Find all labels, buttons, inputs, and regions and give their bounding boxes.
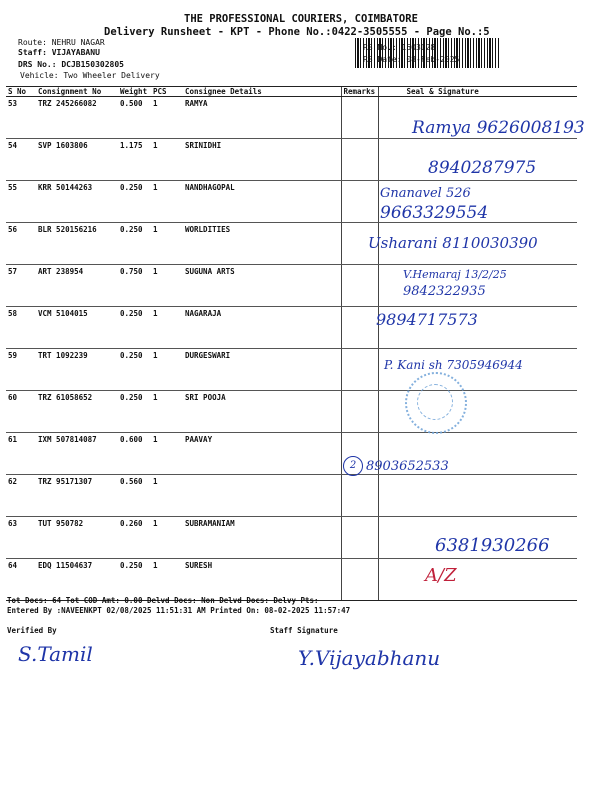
- cell-remarks: [341, 139, 378, 181]
- cell-weight: 0.260: [118, 517, 151, 559]
- handwritten-r63: 6381930266: [435, 535, 550, 556]
- staff-signature: Y.Vijayabhanu: [298, 646, 441, 670]
- cell-consignee: SURESH: [183, 559, 341, 601]
- cell-consignment: TRZ 95171307: [36, 475, 118, 517]
- cell-consignee: PAAVAY: [183, 433, 341, 475]
- table-row: [6, 433, 577, 475]
- cell-weight: 0.250: [118, 307, 151, 349]
- cell-sno: 64: [6, 559, 36, 601]
- vehicle-label: Vehicle: Two Wheeler Delivery: [20, 71, 160, 80]
- cell-pcs: 1: [151, 139, 183, 181]
- cell-remarks: [341, 475, 378, 517]
- verified-signature: S.Tamil: [18, 642, 93, 666]
- table-row: [6, 391, 577, 433]
- cell-consignee: [183, 475, 341, 517]
- handwritten-r53: Ramya 9626008193: [412, 118, 585, 138]
- cell-consignee: RAMYA: [183, 97, 341, 139]
- cell-consignee: DURGESWARI: [183, 349, 341, 391]
- col-sno: S No: [6, 87, 36, 97]
- handwritten-r64: A/Z: [425, 565, 457, 586]
- cell-sno: 59: [6, 349, 36, 391]
- cell-pcs: 1: [151, 181, 183, 223]
- runsheet-subtitle: Delivery Runsheet - KPT - Phone No.:0422-3505555 - Page No.:5: [104, 26, 490, 38]
- cell-consignment: TUT 950782: [36, 517, 118, 559]
- cell-remarks: [341, 517, 378, 559]
- cell-sno: 56: [6, 223, 36, 265]
- col-consignment: Consignment No: [36, 87, 118, 97]
- cell-pcs: 1: [151, 97, 183, 139]
- handwritten-r58: 9894717573: [376, 310, 478, 329]
- cell-consignment: BLR 520156216: [36, 223, 118, 265]
- cell-signature: [378, 559, 577, 601]
- cell-consignment: TRZ 61058652: [36, 391, 118, 433]
- staff-signature-label: Staff Signature: [270, 626, 338, 635]
- cell-sno: 58: [6, 307, 36, 349]
- cell-weight: 0.560: [118, 475, 151, 517]
- cell-remarks: [341, 307, 378, 349]
- circled-mark: 2: [343, 456, 363, 476]
- cell-sno: 55: [6, 181, 36, 223]
- cell-weight: 0.250: [118, 559, 151, 601]
- col-weight: Weight: [118, 87, 151, 97]
- cell-pcs: 1: [151, 223, 183, 265]
- cell-sno: 57: [6, 265, 36, 307]
- cell-pcs: 1: [151, 517, 183, 559]
- handwritten-r59: P. Kani sh 7305946944: [384, 358, 523, 372]
- seal-stamp: [405, 372, 467, 434]
- cell-consignment: SVP 1603806: [36, 139, 118, 181]
- cell-weight: 0.500: [118, 97, 151, 139]
- handwritten-r55a: Gnanavel 526: [380, 186, 471, 201]
- staff-label: Staff: VIJAYABANU: [18, 48, 100, 57]
- cell-remarks: [341, 265, 378, 307]
- cell-remarks: [341, 559, 378, 601]
- cell-consignment: IXM 507814087: [36, 433, 118, 475]
- cell-consignee: NANDHAGOPAL: [183, 181, 341, 223]
- cell-consignment: ART 238954: [36, 265, 118, 307]
- cell-consignee: WORLDITIES: [183, 223, 341, 265]
- col-seal-signature: Seal & Signature: [378, 87, 577, 97]
- cell-sno: 61: [6, 433, 36, 475]
- handwritten-r57b: 9842322935: [403, 284, 486, 299]
- table-row: [6, 559, 577, 601]
- cell-remarks: [341, 97, 378, 139]
- cell-signature: [378, 475, 577, 517]
- cell-sno: 54: [6, 139, 36, 181]
- cell-consignee: NAGARAJA: [183, 307, 341, 349]
- rs-date: RS Date: 08-Feb-2025: [363, 55, 460, 64]
- table-row: [6, 307, 577, 349]
- rs-number: RS No.: 1503028: [363, 43, 436, 52]
- cell-pcs: 1: [151, 559, 183, 601]
- cell-weight: 0.600: [118, 433, 151, 475]
- cell-consignment: VCM 5104015: [36, 307, 118, 349]
- handwritten-r62: 8903652533: [366, 459, 449, 474]
- route-label: Route: NEHRU NAGAR: [18, 38, 105, 47]
- cell-pcs: 1: [151, 349, 183, 391]
- drs-number: DRS No.: DCJB150302805: [18, 60, 124, 69]
- cell-sno: 53: [6, 97, 36, 139]
- handwritten-r57a: V.Hemaraj 13/2/25: [403, 268, 507, 281]
- cell-remarks: [341, 391, 378, 433]
- col-pcs: PCS: [151, 87, 183, 97]
- cell-weight: 1.175: [118, 139, 151, 181]
- totals-line: Tot Docs: 64 Tot COD Amt: 0.00 Delvd Docs: Non Delvd Docs: Delvy Pts:: [7, 596, 319, 605]
- cell-weight: 0.750: [118, 265, 151, 307]
- verified-by-label: Verified By: [7, 626, 57, 635]
- cell-remarks: [341, 349, 378, 391]
- cell-sno: 63: [6, 517, 36, 559]
- cell-consignment: EDQ 11504637: [36, 559, 118, 601]
- cell-consignment: TRT 1092239: [36, 349, 118, 391]
- col-consignee: Consignee Details: [183, 87, 341, 97]
- cell-consignee: SUBRAMANIAM: [183, 517, 341, 559]
- table-row: [6, 181, 577, 223]
- cell-weight: 0.250: [118, 181, 151, 223]
- cell-consignee: SRI POOJA: [183, 391, 341, 433]
- cell-sno: 60: [6, 391, 36, 433]
- table-header-row: [6, 87, 577, 97]
- handwritten-r55b: 9663329554: [380, 203, 489, 223]
- cell-consignment: TRZ 245266082: [36, 97, 118, 139]
- cell-weight: 0.250: [118, 349, 151, 391]
- company-title: THE PROFESSIONAL COURIERS, COIMBATORE: [184, 13, 418, 25]
- cell-consignee: SRINIDHI: [183, 139, 341, 181]
- cell-weight: 0.250: [118, 391, 151, 433]
- cell-pcs: 1: [151, 475, 183, 517]
- cell-weight: 0.250: [118, 223, 151, 265]
- cell-sno: 62: [6, 475, 36, 517]
- cell-pcs: 1: [151, 307, 183, 349]
- cell-consignee: SUGUNA ARTS: [183, 265, 341, 307]
- cell-pcs: 1: [151, 265, 183, 307]
- handwritten-r56: Usharani 8110030390: [368, 234, 538, 252]
- col-remarks: Remarks: [341, 87, 378, 97]
- cell-consignment: KRR 50144263: [36, 181, 118, 223]
- cell-pcs: 1: [151, 391, 183, 433]
- entered-by-line: Entered By :NAVEENKPT 02/08/2025 11:51:31 AM Printed On: 08-02-2025 11:57:47: [7, 606, 351, 615]
- table-row: [6, 475, 577, 517]
- handwritten-r54: 8940287975: [428, 158, 537, 178]
- cell-remarks: [341, 181, 378, 223]
- cell-pcs: 1: [151, 433, 183, 475]
